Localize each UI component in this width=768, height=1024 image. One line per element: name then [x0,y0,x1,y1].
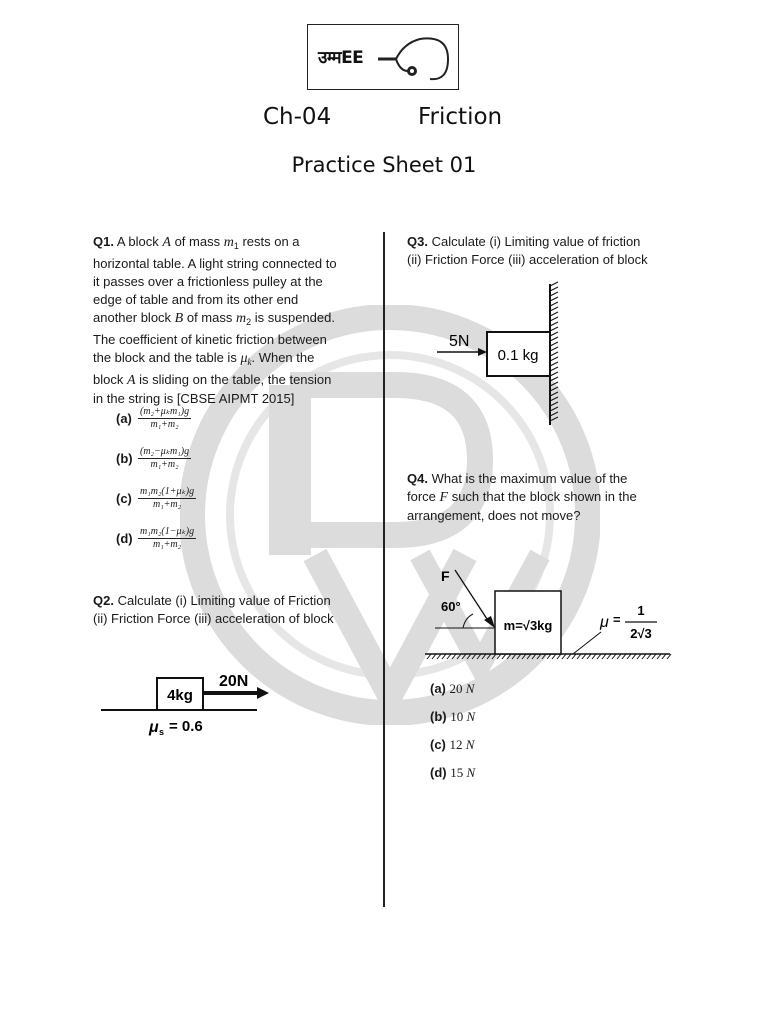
fraction-numerator: m₁m₂(1+μₖ)g [140,486,195,497]
q3-force-label: 5N [449,333,470,350]
option-label: (a) [116,411,132,426]
question-1-line: in the string is [CBSE AIPMT 2015] [93,391,295,406]
option-value: 15 N [450,765,476,780]
q2-arrow-head [257,687,269,699]
logo-text: उम्मEE [318,48,364,68]
question-4-diagram [425,562,675,672]
q2-mu-value: = 0.6 [169,718,203,735]
q4-mass-label: m=√3kg [503,618,553,633]
question-1-line: Q1. A block A of mass $m_1$ rests on a [93,234,300,251]
hatch-line [550,387,558,391]
hatch-line [550,287,558,291]
question-3-line-1: Calculate (i) Limiting value of friction [431,234,641,249]
option-fraction [138,486,196,511]
question-3-line-2: (ii) Friction Force (iii) acceleration of block [407,252,648,267]
question-1-line: horizontal table. A light string connected to [93,256,337,271]
option-fraction [138,406,191,431]
hatch-line [550,377,558,381]
q4-mu-pointer [573,632,601,654]
option-label: (c) [430,737,446,752]
fraction-numerator: (m₂+μₖm₁)g [140,406,190,417]
hatch-line [550,317,558,321]
q3-wall-hatching [550,282,558,421]
option-label: (a) [430,681,446,696]
question-2-line-1: Calculate (i) Limiting value of Friction [117,593,331,608]
question-2 [93,592,365,628]
hatch-line [550,327,558,331]
question-4-line-3: arrangement, does not move? [407,508,581,523]
question-4-line-2b: such that the block shown in the [448,489,637,504]
hatch-line [550,357,558,361]
q3-mass-label: 0.1 kg [497,347,539,364]
option-fraction [138,446,191,471]
q4-mu-eq: = [613,612,621,627]
option-label: (c) [116,491,132,506]
question-1 [93,233,361,408]
question-1-line: the block and the table is $\mu_k$. When the [93,350,315,367]
question-4-option[interactable] [430,681,474,697]
question-4-number: Q4. [407,471,428,486]
q2-mu-symbol: μ [149,719,159,736]
question-3 [407,233,682,269]
hatch-line [550,297,558,301]
option-label: (d) [430,765,447,780]
hatch-line [550,282,558,286]
hatch-line [550,292,558,296]
hatch-line [550,417,558,421]
q4-angle-arc [463,614,473,628]
option-value: 12 N [449,737,475,752]
option-label: (d) [116,531,133,546]
option-unit: N [465,681,475,696]
question-4-option[interactable] [430,709,475,725]
sheet-title: Practice Sheet 01 [291,153,477,177]
option-label: (b) [116,451,133,466]
q4-angle-label: 60° [441,599,461,614]
hatch-line [550,307,558,311]
brand-logo [307,24,459,90]
hatch-line [550,407,558,411]
question-4-line-1: What is the maximum value of the [431,471,628,486]
question-4 [407,470,675,525]
hatch-line [550,362,558,366]
q4-mu-symbol: μ [600,614,609,631]
hatch-line [550,342,558,346]
option-label: (b) [430,709,447,724]
option-value: 10 N [450,709,476,724]
hatch-line [550,337,558,341]
column-divider [383,232,385,907]
question-4-option[interactable] [430,737,474,753]
option-value: 20 N [449,681,475,696]
q2-mu-sub: s [159,727,165,737]
fraction-denominator: m₁+m₂ [150,459,179,470]
hatch-line [550,352,558,356]
fraction-denominator: m₁+m₂ [152,539,182,550]
hatch-line [550,302,558,306]
option-fraction [138,526,196,551]
option-unit: N [466,765,476,780]
q4-force-label: F [441,568,450,584]
hatch-line [550,412,558,416]
question-2-line-2: (ii) Friction Force (iii) acceleration of block [93,611,334,626]
hatch-line [550,402,558,406]
hatch-line [550,382,558,386]
hatch-line [550,312,558,316]
q4-mu-den: 2√3 [630,626,652,641]
question-1-line: it passes over a frictionless pulley at the [93,274,323,289]
question-2-number: Q2. [93,593,114,608]
question-2-diagram [95,668,295,740]
question-3-diagram [435,280,575,430]
question-4-force-var: F [439,490,449,505]
hatch-line [550,397,558,401]
question-1-number: Q1. [93,234,114,249]
hatch-line [550,322,558,326]
question-4-line-2a: force [407,489,440,504]
question-1-line: The coefficient of kinetic friction between [93,332,327,347]
option-unit: N [466,709,476,724]
fraction-numerator: m₁m₂(1−μₖ)g [140,526,195,537]
q3-arrow-head [478,348,487,356]
hatch-line [550,372,558,376]
hatch-line [550,347,558,351]
fraction-denominator: m₁+m₂ [150,419,179,430]
hatch-line [550,392,558,396]
question-1-line: block A is sliding on the table, the tension [93,372,332,388]
q4-mu-num: 1 [637,603,645,618]
q2-mass-label: 4kg [167,687,193,704]
chapter-topic: Friction [418,104,503,130]
chapter-number: Ch-04 [263,104,332,130]
question-3-number: Q3. [407,234,428,249]
q2-force-label: 20N [219,673,249,690]
question-1-line: another block B of mass $m_2$ is suspended. [93,310,335,327]
question-1-line: edge of table and from its other end [93,292,299,307]
hatch-line [550,367,558,371]
fraction-denominator: m₁+m₂ [152,499,182,510]
option-unit: N [465,737,475,752]
fraction-numerator: (m₂−μₖm₁)g [140,446,190,457]
hatch-line [550,332,558,336]
question-4-option[interactable] [430,765,475,781]
